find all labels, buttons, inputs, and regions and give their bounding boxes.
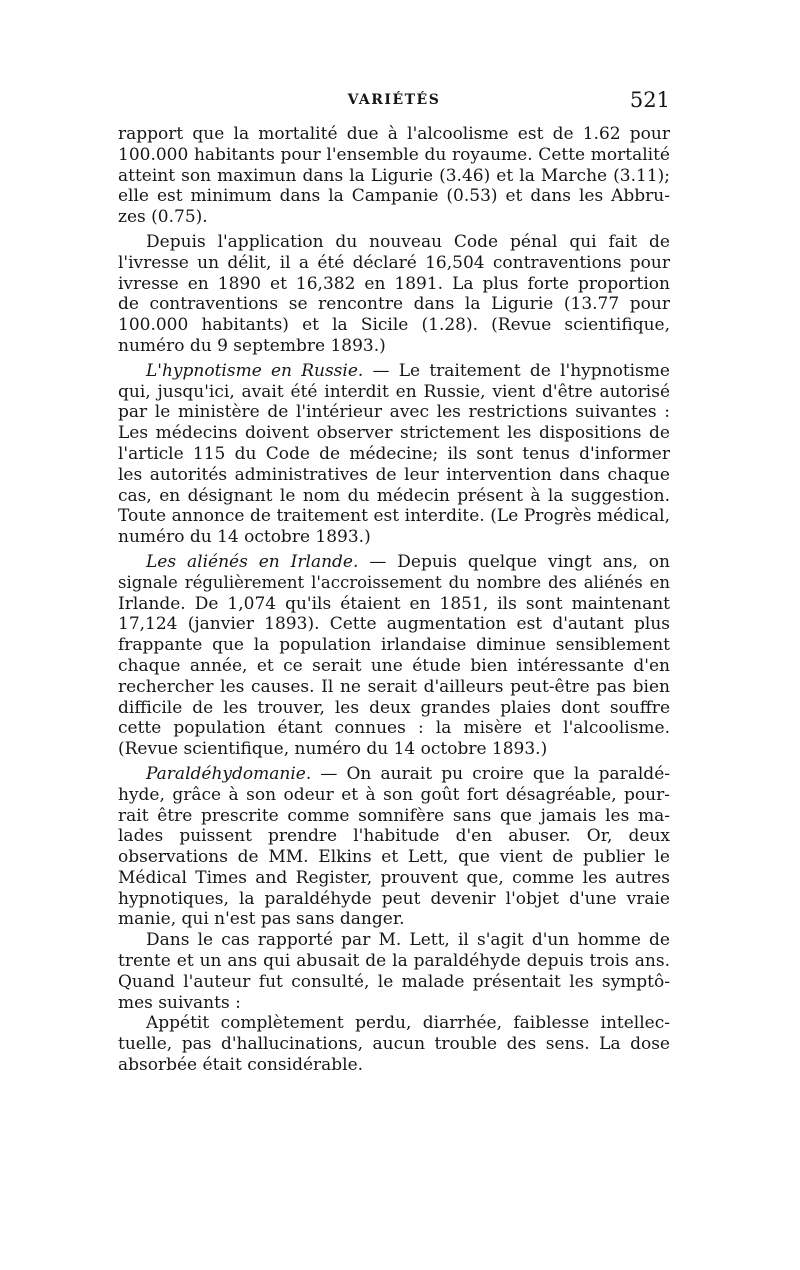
- section-title: L'hypnotisme en Russie.: [146, 360, 364, 381]
- text-line: rait être prescrite comme somnifère sans que jamais les ma-: [118, 805, 670, 826]
- text-line: [118, 552, 670, 573]
- text-line: [118, 764, 670, 785]
- line-text: — On aurait pu croire que la paraldé-: [311, 763, 670, 784]
- text-line: 17,124 (janvier 1893). Cette augmentation est d'autant plus: [118, 614, 670, 635]
- page-header: [118, 88, 670, 118]
- text-line: Dans le cas rapporté par M. Lett, il s'agit d'un homme de: [146, 930, 670, 951]
- text-line: par le ministère de l'intérieur avec les restrictions suivantes :: [118, 402, 670, 423]
- text-line: ivresse en 1890 et 16,382 en 1891. La plus forte proportion: [118, 273, 670, 294]
- text-line: mes suivants :: [118, 992, 241, 1013]
- text-line: tuelle, pas d'hallucinations, aucun trouble des sens. La dose: [118, 1034, 670, 1055]
- page-number: 521: [629, 88, 670, 112]
- paragraph-symptomes: [118, 1013, 670, 1075]
- text-line: zes (0.75).: [118, 207, 208, 228]
- line-text: — Le traitement de l'hypnotisme: [363, 360, 670, 381]
- paragraph-code-penal: [118, 232, 670, 357]
- text-line: absorbée était considérable.: [118, 1055, 364, 1076]
- text-line: observations de MM. Elkins et Lett, que vient de publier le: [118, 847, 670, 868]
- text-line: trente et un ans qui abusait de la paraldéhyde depuis trois ans.: [118, 951, 670, 972]
- text-line: manie, qui n'est pas sans danger.: [118, 909, 405, 930]
- line-text: — Depuis quelque vingt ans, on: [358, 551, 670, 572]
- text-line: numéro du 9 septembre 1893.): [118, 335, 386, 356]
- text-line: lades puissent prendre l'habitude d'en abuser. Or, deux: [118, 826, 670, 847]
- text-line: l'article 115 du Code de médecine; ils sont tenus d'informer: [118, 443, 670, 464]
- text-line: [118, 361, 670, 382]
- text-line: l'ivresse un délit, il a été déclaré 16,504 contraventions pour: [118, 252, 670, 273]
- text-line: atteint son maximun dans la Ligurie (3.46) et la Marche (3.11);: [118, 165, 670, 186]
- text-line: (Revue scientifique, numéro du 14 octobre 1893.): [118, 739, 548, 760]
- text-line: difficile de les trouver, les deux grandes plaies dont souffre: [118, 697, 670, 718]
- running-head: VARIÉTÉS: [347, 92, 441, 108]
- text-line: elle est minimum dans la Campanie (0.53) et dans les Abbru-: [118, 186, 670, 207]
- text-line: rechercher les causes. Il ne serait d'ailleurs peut-être pas bien: [118, 676, 670, 697]
- text-line: Les médecins doivent observer strictement les dispositions de: [118, 423, 670, 444]
- text-line: hyde, grâce à son odeur et à son goût fort désagréable, pour-: [118, 784, 670, 805]
- text-line: Médical Times and Register, prouvent que, comme les autres: [118, 867, 670, 888]
- text-line: qui, jusqu'ici, avait été interdit en Russie, vient d'être autorisé: [118, 381, 670, 402]
- text-line: cette population étant connues : la misère et l'alcoolisme.: [118, 718, 670, 739]
- text-line: cas, en désignant le nom du médecin présent à la suggestion.: [118, 485, 670, 506]
- text-line: Quand l'auteur fut consulté, le malade présentait les symptô-: [118, 971, 670, 992]
- text-line: les autorités administratives de leur intervention dans chaque: [118, 464, 670, 485]
- paragraph-cas-lett: [118, 930, 670, 1013]
- text-line: de contraventions se rencontre dans la Ligurie (13.77 pour: [118, 294, 670, 315]
- paragraph-hypnotisme-russie: [118, 361, 670, 548]
- text-line: hypnotiques, la paraldéhyde peut devenir l'objet d'une vraie: [118, 888, 670, 909]
- text-line: signale régulièrement l'accroissement du nombre des aliénés en: [118, 572, 670, 592]
- text-line: Appétit complètement perdu, diarrhée, faiblesse intellec-: [146, 1013, 670, 1034]
- text-line: Irlande. De 1,074 qu'ils étaient en 1851, ils sont maintenant: [118, 593, 670, 614]
- body-text: [118, 124, 670, 1076]
- paragraph-mortalite: [118, 124, 670, 228]
- text-line: numéro du 14 octobre 1893.): [118, 527, 371, 548]
- text-line: Depuis l'application du nouveau Code pénal qui fait de: [146, 231, 670, 252]
- section-title: Paraldéhydomanie.: [146, 763, 312, 784]
- text-line: frappante que la population irlandaise diminue sensiblement: [118, 635, 670, 656]
- text-line: 100.000 habitants) et la Sicile (1.28). (Revue scientifique,: [118, 315, 670, 336]
- text-line: rapport que la mortalité due à l'alcoolisme est de 1.62 pour: [118, 124, 670, 144]
- paragraph-paraldehydomanie: [118, 764, 670, 930]
- section-title: Les aliénés en Irlande.: [146, 551, 359, 572]
- text-line: chaque année, et ce serait une étude bien intéressante d'en: [118, 655, 670, 676]
- paragraph-alienes-irlande: [118, 552, 670, 760]
- text-line: 100.000 habitants pour l'ensemble du royaume. Cette mortalité: [118, 144, 670, 165]
- text-line: Toute annonce de traitement est interdite. (Le Progrès médical,: [118, 506, 670, 527]
